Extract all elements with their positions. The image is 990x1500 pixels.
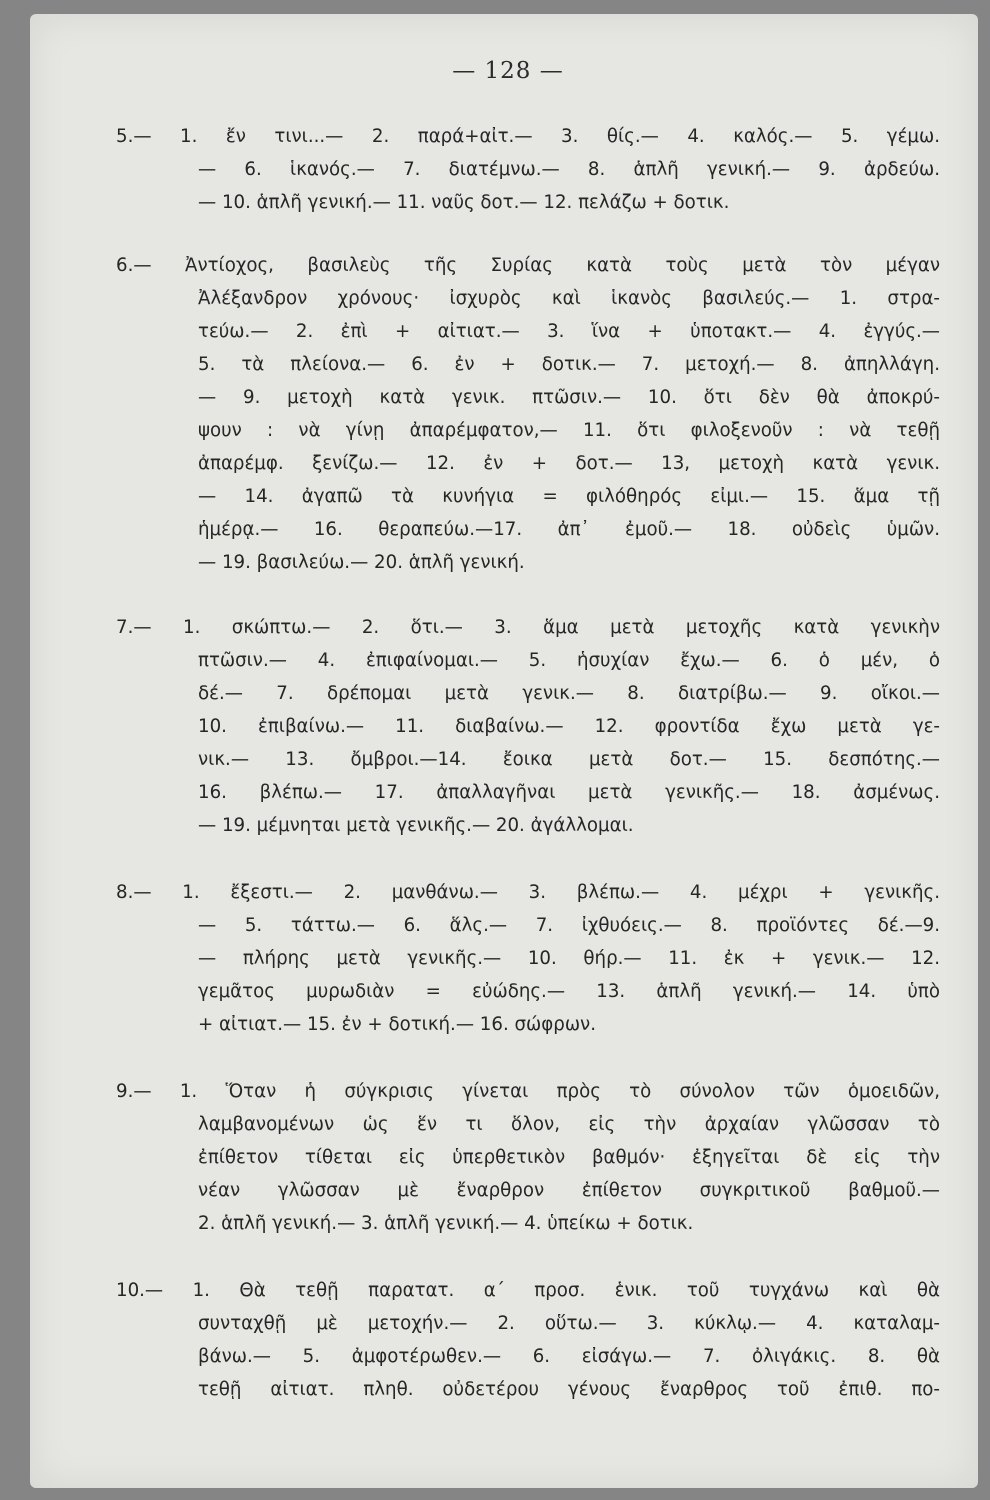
text-line: νικ.— 13. ὄμβροι.—14. ἔοικα μετὰ δοτ.— 15. δεσπότης.—	[198, 749, 940, 770]
text-line: γεμᾶτος μυρωδιὰν = εὐώδης.— 13. ἁπλῆ γενική.— 14. ὑπὸ	[198, 981, 940, 1002]
text-line: 7.— 1. σκώπτω.— 2. ὅτι.— 3. ἅμα μετὰ μετοχῆς κατὰ γενικὴν	[116, 617, 940, 638]
text-line: ἀπαρέμφ. ξενίζω.— 12. ἐν + δοτ.— 13, μετοχὴ κατὰ γενικ.	[198, 453, 940, 474]
text-line: 16. βλέπω.— 17. ἀπαλλαγῆναι μετὰ γενικῆς.— 18. ἀσμένως.	[198, 782, 940, 803]
text-line: — 5. τάττω.— 6. ἅλς.— 7. ἰχθυόεις.— 8. προϊόντες δέ.—9.	[198, 915, 940, 936]
section-9	[116, 1075, 940, 1240]
text-line: 2. ἁπλῆ γενική.— 3. ἁπλῆ γενική.— 4. ὑπείκω + δοτικ.	[198, 1213, 694, 1234]
text-line: 5.— 1. ἔν τινι...— 2. παρά+αἰτ.— 3. θίς.— 4. καλός.— 5. γέμω.	[116, 126, 940, 147]
section-5	[116, 120, 940, 219]
text-line: ἡμέρᾳ.— 16. θεραπεύω.—17. ἀπ᾽ ἐμοῦ.— 18. οὐδεὶς ὑμῶν.	[198, 519, 940, 540]
text-line: — 10. ἁπλῆ γενική.— 11. ναῦς δοτ.— 12. πελάζω + δοτικ.	[198, 192, 730, 213]
text-line: συνταχθῇ μὲ μετοχήν.— 2. οὕτω.— 3. κύκλῳ.— 4. καταλαμ-	[198, 1313, 940, 1334]
answer-key-text	[116, 112, 940, 1406]
text-line: — 6. ἱκανός.— 7. διατέμνω.— 8. ἁπλῆ γενική.— 9. ἀρδεύω.	[198, 159, 940, 180]
text-line: Ἀλέξανδρον χρόνους· ἰσχυρὸς καὶ ἱκανὸς βασιλεύς.— 1. στρα-	[198, 288, 940, 309]
section-10	[116, 1274, 940, 1406]
page-number: — 128 —	[452, 58, 564, 84]
text-line: — 14. ἀγαπῶ τὰ κυνήγια = φιλόθηρός εἰμι.— 15. ἅμα τῇ	[198, 486, 940, 507]
text-line: — 9. μετοχὴ κατὰ γενικ. πτῶσιν.— 10. ὅτι δὲν θὰ ἀποκρύ-	[198, 387, 940, 408]
text-line: ἐπίθετον τίθεται εἰς ὑπερθετικὸν βαθμόν· ἐξηγεῖται δὲ εἰς τὴν	[198, 1147, 940, 1168]
section-7	[116, 611, 940, 842]
text-line: ψουν : νὰ γίνῃ ἀπαρέμφατον,— 11. ὅτι φιλοξενοῦν : νὰ τεθῇ	[198, 420, 940, 441]
text-line: 5. τὰ πλείονα.— 6. ἐν + δοτικ.— 7. μετοχή.— 8. ἀπηλλάγη.	[198, 354, 940, 375]
text-line: 10.— 1. Θὰ τεθῇ παρατατ. α΄ προσ. ἑνικ. τοῦ τυγχάνω καὶ θὰ	[116, 1280, 940, 1301]
text-line: πτῶσιν.— 4. ἐπιφαίνομαι.— 5. ἡσυχίαν ἔχω.— 6. ὁ μέν, ὁ	[198, 650, 940, 671]
text-line: λαμβανομένων ὡς ἕν τι ὅλον, εἰς τὴν ἀρχαίαν γλῶσσαν τὸ	[198, 1114, 940, 1135]
text-line: βάνω.— 5. ἀμφοτέρωθεν.— 6. εἰσάγω.— 7. ὀλιγάκις. 8. θὰ	[198, 1346, 940, 1367]
text-line: 10. ἐπιβαίνω.— 11. διαβαίνω.— 12. φροντίδα ἔχω μετὰ γε-	[198, 716, 940, 737]
text-line: — 19. μέμνηται μετὰ γενικῆς.— 20. ἀγάλλομαι.	[198, 815, 634, 836]
text-line: δέ.— 7. δρέπομαι μετὰ γενικ.— 8. διατρίβω.— 9. οἴκοι.—	[198, 683, 940, 704]
text-line: τεθῇ αἰτιατ. πληθ. οὐδετέρου γένους ἔναρθρος τοῦ ἐπιθ. πο-	[198, 1379, 940, 1400]
text-line: — 19. βασιλεύω.— 20. ἁπλῆ γενική.	[198, 552, 525, 573]
text-line: νέαν γλῶσσαν μὲ ἔναρθρον ἐπίθετον συγκριτικοῦ βαθμοῦ.—	[198, 1180, 940, 1201]
text-line: — πλήρης μετὰ γενικῆς.— 10. θήρ.— 11. ἐκ + γενικ.— 12.	[198, 948, 940, 969]
text-line: 8.— 1. ἔξεστι.— 2. μανθάνω.— 3. βλέπω.— 4. μέχρι + γενικῆς.	[116, 882, 940, 903]
text-line: + αἰτιατ.— 15. ἐν + δοτική.— 16. σώφρων.	[198, 1014, 596, 1035]
section-6	[116, 249, 940, 579]
text-line: τεύω.— 2. ἐπὶ + αἰτιατ.— 3. ἵνα + ὑποτακτ.— 4. ἐγγύς.—	[198, 321, 940, 342]
section-8	[116, 876, 940, 1041]
text-line: 9.— 1. Ὅταν ἡ σύγκρισις γίνεται πρὸς τὸ σύνολον τῶν ὁμοειδῶν,	[116, 1081, 940, 1102]
text-line: 6.— Ἀντίοχος, βασιλεὺς τῆς Συρίας κατὰ τοὺς μετὰ τὸν μέγαν	[116, 255, 940, 276]
